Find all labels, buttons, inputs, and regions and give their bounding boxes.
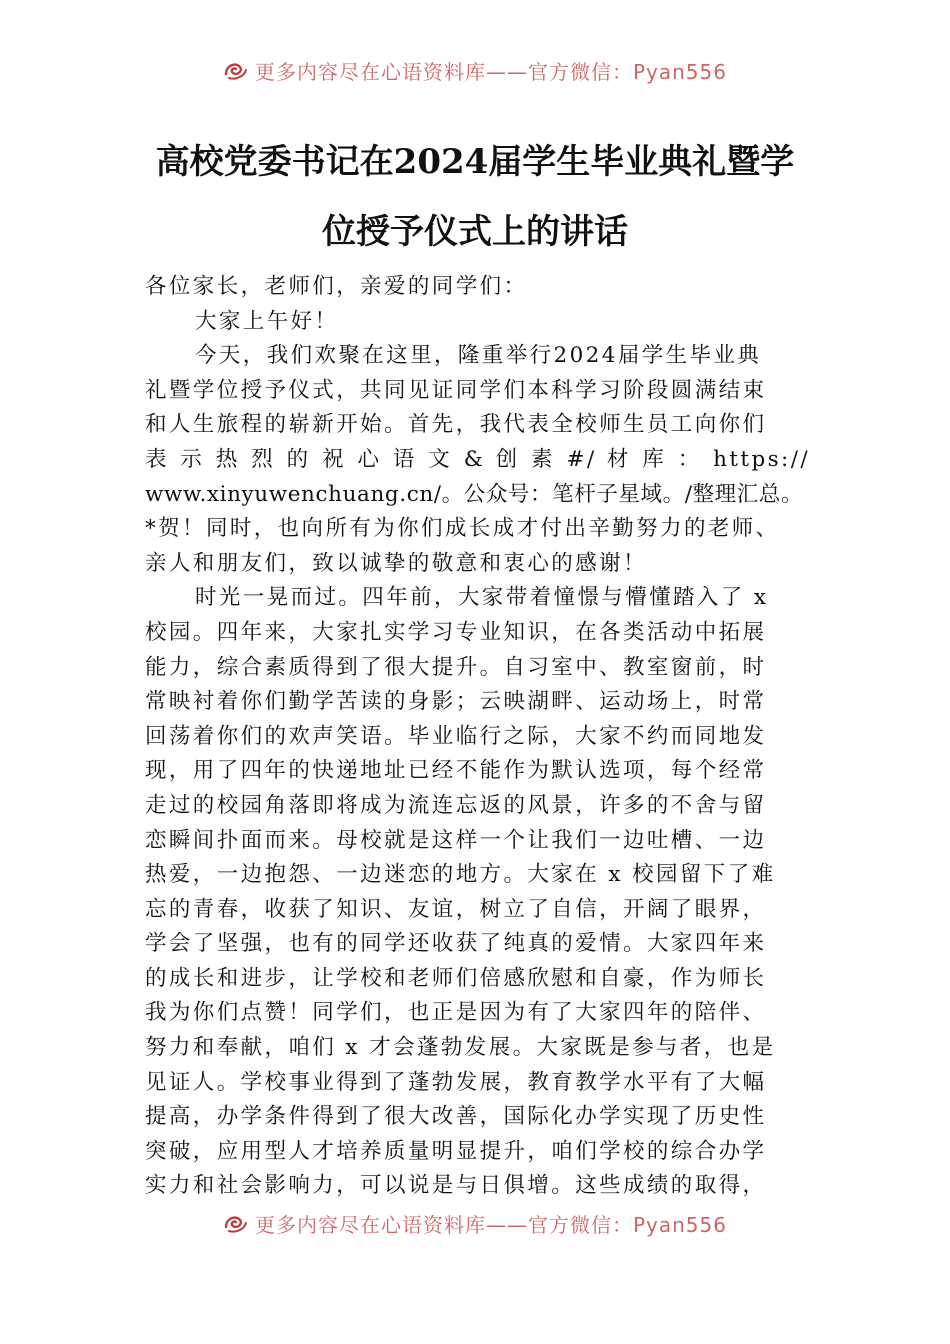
body-line: 提高，办学条件得到了很大改善，国际化办学实现了历史性 — [145, 1104, 767, 1130]
watermark-bottom — [0, 1208, 950, 1238]
body-line: 大家上午好！ — [195, 308, 339, 334]
watermark-top — [0, 55, 950, 85]
body-line: 各位家长，老师们，亲爱的同学们： — [145, 274, 528, 299]
body-line: 学会了坚强，也有的同学还收获了纯真的爱情。大家四年来 — [145, 931, 767, 957]
watermark-text: 更多内容尽在心语资料库——官方微信：Pyan556 — [254, 1212, 727, 1237]
body-line: 我为你们点赞！同学们，也正是因为有了大家四年的陪伴、 — [145, 1000, 767, 1026]
body-line: 礼暨学位授予仪式，共同见证同学们本科学习阶段圆满结束 — [145, 377, 767, 403]
body-line: 和人生旅程的崭新开始。首先，我代表全校师生员工向你们 — [145, 412, 767, 438]
body-line: 能力，综合素质得到了很大提升。自习室中、教室窗前，时 — [145, 654, 767, 680]
body-line: 表 示 热 烈 的 祝 心 语 文 & 创 素 #/ 材 库 ： https:// — [145, 446, 810, 472]
body-line: 亲人和朋友们，致以诚挚的敬意和衷心的感谢！ — [145, 550, 647, 576]
watermark-text: 更多内容尽在心语资料库——官方微信：Pyan556 — [254, 59, 727, 84]
body-line: 实力和社会影响力，可以说是与日俱增。这些成绩的取得， — [145, 1173, 767, 1199]
body-line: 突破，应用型人才培养质量明显提升，咱们学校的综合办学 — [145, 1138, 767, 1164]
body-line: 走过的校园角落即将成为流连忘返的风景，许多的不舍与留 — [145, 792, 767, 818]
body-line: 热爱，一边抱怨、一边迷恋的地方。大家在 x 校园留下了难 — [145, 862, 776, 888]
body-line: 时光一晃而过。四年前，大家带着憧憬与懵懂踏入了 x — [195, 585, 769, 611]
body-line: 校园。四年来，大家扎实学习专业知识，在各类活动中拓展 — [145, 619, 767, 645]
body-line: 回荡着你们的欢声笑语。毕业临行之际，大家不约而同地发 — [145, 723, 767, 749]
body-line: www.xinyuwenchuang.cn/。公众号：笔杆子星域。/整理汇总。 — [145, 481, 804, 507]
body-line: 恋瞬间扑面而来。母校就是这样一个让我们一边吐槽、一边 — [145, 827, 767, 853]
body-line: 努力和奉献，咱们 x 才会蓬勃发展。大家既是参与者，也是 — [145, 1035, 776, 1061]
body-line: 常映衬着你们勤学苦读的身影；云映湖畔、运动场上，时常 — [145, 689, 767, 715]
swirl-logo-icon — [223, 1212, 249, 1234]
body-line: 的成长和进步，让学校和老师们倍感欣慰和自豪，作为师长 — [145, 965, 767, 991]
body-line: 现，用了四年的快递地址已经不能作为默认选项，每个经常 — [145, 758, 767, 784]
document-body — [145, 270, 810, 1204]
swirl-logo-icon — [223, 59, 249, 81]
document-title-line-1: 高校党委书记在2024届学生毕业典礼暨学 — [155, 142, 795, 182]
body-line: *贺！同时，也向所有为你们成长成才付出辛勤努力的老师、 — [145, 516, 780, 542]
document-title-line-2: 位授予仪式上的讲话 — [322, 212, 628, 252]
body-line: 今天，我们欢聚在这里，隆重举行2024届学生毕业典 — [195, 343, 762, 369]
body-line: 忘的青春，收获了知识、友谊，树立了自信，开阔了眼界， — [145, 896, 767, 922]
body-line: 见证人。学校事业得到了蓬勃发展，教育教学水平有了大幅 — [145, 1069, 767, 1095]
